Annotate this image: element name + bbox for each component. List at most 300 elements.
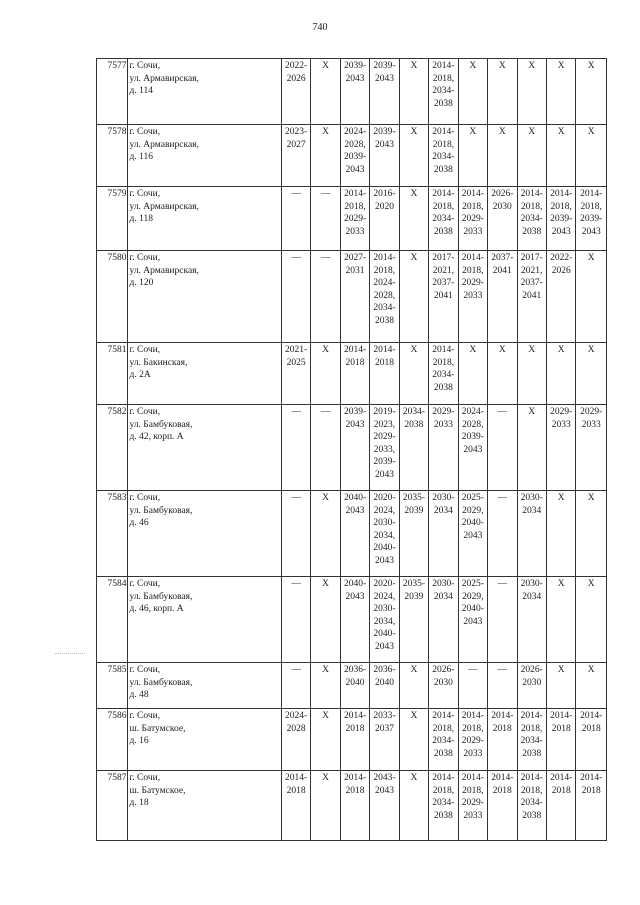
period-line: 2038	[433, 810, 453, 821]
address-line: д. 46, корп. А	[129, 604, 184, 615]
period-line: 2028,	[373, 290, 396, 301]
page-number: 740	[312, 22, 328, 33]
period-line: 2014-	[432, 127, 455, 137]
period-line: 2038	[522, 226, 542, 237]
period-cell	[370, 709, 399, 771]
period-line: 2041	[492, 265, 512, 276]
address-cell	[128, 663, 281, 709]
period-line: 2029-	[461, 736, 484, 747]
address-line: г. Сочи,	[129, 493, 161, 503]
period-cell	[429, 709, 458, 771]
period-line: X	[469, 61, 477, 71]
period-cell	[429, 663, 458, 709]
period-line: 2014-	[520, 189, 543, 199]
row-number: 7581	[97, 343, 128, 405]
period-cell	[311, 125, 340, 187]
period-cell	[311, 343, 340, 405]
address-line: ул. Бамбуковая,	[129, 505, 193, 516]
period-line: 2024-	[461, 407, 484, 417]
period-cell	[576, 251, 607, 343]
period-cell	[340, 405, 369, 491]
period-cell	[340, 709, 369, 771]
period-cell	[576, 405, 607, 491]
period-line: 2022-	[285, 61, 308, 71]
period-line: X	[587, 253, 595, 263]
period-line: X	[587, 61, 595, 71]
period-line: 2014-	[461, 189, 484, 199]
period-line: 2037-	[432, 278, 455, 289]
period-cell	[340, 187, 369, 251]
period-cell	[546, 663, 575, 709]
period-line: 2023-	[285, 127, 308, 137]
address-line: д. 46	[129, 518, 149, 529]
period-cell	[458, 343, 487, 405]
period-line: X	[498, 127, 506, 137]
row-number: 7584	[97, 577, 128, 663]
period-line: 2026	[286, 73, 306, 84]
address-line: г. Сочи,	[129, 189, 161, 199]
period-line: 2039	[404, 591, 424, 602]
period-line: 2031	[345, 265, 365, 276]
period-line: —	[497, 665, 508, 675]
margin-mark	[55, 653, 85, 655]
period-cell	[458, 709, 487, 771]
address-line: ул. Армавирская,	[129, 201, 199, 212]
period-line: 2034,	[373, 530, 396, 541]
address-line: ул. Армавирская,	[129, 265, 199, 276]
period-line: 2018,	[373, 265, 396, 276]
period-line: 2040-	[343, 493, 367, 503]
period-line: X	[557, 127, 565, 137]
period-line: 2039-	[343, 407, 367, 417]
period-line: 2033	[345, 226, 365, 237]
period-line: 2018	[551, 723, 571, 734]
period-line: 2036-	[373, 665, 396, 675]
period-cell	[340, 125, 369, 187]
period-cell	[281, 343, 310, 405]
period-line: 2030-	[432, 493, 455, 503]
period-cell	[458, 59, 487, 125]
table-row	[97, 251, 607, 343]
period-line: 2026-	[432, 665, 455, 675]
period-line: 2019-	[373, 407, 396, 417]
period-line: 2038	[522, 810, 542, 821]
period-line: 2020-	[373, 493, 396, 503]
period-line: X	[498, 61, 506, 71]
period-cell	[311, 577, 340, 663]
period-line: 2014-	[461, 253, 484, 263]
period-line: 2025-	[461, 493, 484, 503]
row-number: 7579	[97, 187, 128, 251]
period-line: 2018	[581, 723, 601, 734]
period-line: 2033	[551, 419, 571, 430]
period-cell	[311, 251, 340, 343]
period-line: 2024-	[285, 711, 308, 721]
address-line: г. Сочи,	[129, 407, 161, 417]
period-line: 2018,	[344, 201, 366, 212]
address-line: г. Сочи,	[129, 345, 161, 355]
period-line: 2037-	[491, 253, 514, 263]
period-cell	[458, 577, 487, 663]
period-line: 2018,	[432, 785, 455, 796]
period-line: 2034,	[373, 616, 396, 627]
period-line: 2014-	[373, 345, 396, 355]
period-line: 2041	[522, 290, 542, 301]
period-cell	[311, 405, 340, 491]
address-cell	[128, 251, 281, 343]
address-line: ул. Армавирская,	[129, 73, 199, 84]
address-line: д. 2А	[129, 370, 151, 381]
period-line: 2014-	[432, 345, 455, 355]
period-line: 2018	[492, 723, 512, 734]
period-line: 2018	[345, 785, 365, 796]
period-line: 2014-	[461, 773, 484, 783]
period-line: 2043	[374, 555, 394, 566]
period-line: 2039-	[550, 214, 573, 225]
period-line: 2016-	[373, 189, 396, 199]
period-line: 2039-	[343, 152, 367, 163]
period-line: X	[410, 711, 418, 721]
period-cell	[576, 663, 607, 709]
period-line: 2037	[374, 723, 394, 734]
period-line: 2034-	[402, 407, 426, 417]
period-line: 2034-	[520, 214, 543, 225]
period-line: 2018	[374, 357, 394, 368]
period-cell	[311, 491, 340, 577]
address-line: д. 48	[129, 690, 149, 701]
period-line: —	[291, 665, 301, 675]
period-line: 2018	[551, 785, 571, 796]
period-cell	[517, 187, 546, 251]
period-line: X	[587, 579, 595, 589]
period-line: 2037-	[520, 278, 543, 289]
period-line: 2018,	[432, 139, 455, 150]
period-line: 2039-	[373, 61, 396, 71]
period-cell	[517, 663, 546, 709]
period-line: X	[557, 493, 565, 503]
period-line: X	[557, 665, 565, 675]
period-line: 2029,	[462, 505, 484, 516]
period-cell	[488, 709, 517, 771]
period-cell	[488, 125, 517, 187]
period-line: 2014-	[343, 711, 367, 721]
period-cell	[576, 771, 607, 841]
period-cell	[517, 125, 546, 187]
period-line: 2038	[433, 382, 453, 393]
period-line: 2014-	[491, 773, 514, 783]
period-line: 2039-	[373, 127, 396, 137]
period-line: 2034	[522, 591, 542, 602]
address-line: ул. Армавирская,	[129, 139, 199, 150]
period-cell	[399, 405, 428, 491]
period-line: 2018,	[521, 723, 543, 734]
period-cell	[576, 187, 607, 251]
period-line: 2014-	[550, 189, 573, 199]
period-line: 2043	[581, 226, 601, 237]
period-line: 2018,	[462, 201, 484, 212]
period-line: 2034-	[520, 736, 543, 747]
period-line: 2029-	[550, 407, 573, 417]
period-cell	[429, 343, 458, 405]
period-cell	[281, 491, 310, 577]
period-line: 2018,	[462, 265, 484, 276]
period-line: 2014-	[520, 711, 543, 721]
period-line: —	[291, 253, 301, 263]
period-line: X	[469, 127, 477, 137]
period-cell	[546, 771, 575, 841]
row-number: 7582	[97, 405, 128, 491]
period-line: 2034	[433, 591, 453, 602]
period-line: 2039	[404, 505, 424, 516]
period-line: 2014-	[343, 345, 367, 355]
period-line: X	[322, 579, 329, 589]
period-line: 2033	[581, 419, 601, 430]
period-cell	[399, 709, 428, 771]
period-line: 2034-	[432, 370, 455, 381]
period-line: X	[410, 773, 418, 783]
period-line: 2043	[345, 419, 365, 430]
period-line: 2021,	[521, 265, 543, 276]
period-cell	[576, 491, 607, 577]
period-cell	[281, 59, 310, 125]
period-line: 2023,	[373, 419, 396, 430]
period-cell	[546, 59, 575, 125]
period-line: 2039-	[373, 457, 396, 468]
period-cell	[399, 343, 428, 405]
period-line: X	[322, 493, 329, 503]
period-line: 2014-	[432, 189, 455, 199]
period-line: —	[291, 579, 301, 589]
period-line: 2034-	[432, 214, 455, 225]
period-line: 2030-	[520, 493, 543, 503]
period-line: 2025	[286, 357, 306, 368]
period-line: 2040-	[373, 543, 396, 554]
period-cell	[429, 771, 458, 841]
period-cell	[517, 577, 546, 663]
address-line: г. Сочи,	[129, 665, 161, 675]
period-cell	[546, 709, 575, 771]
period-line: 2021,	[432, 265, 455, 276]
period-cell	[546, 343, 575, 405]
period-line: X	[587, 493, 595, 503]
period-line: 2024-	[373, 278, 396, 289]
period-line: 2029-	[461, 798, 484, 809]
period-line: X	[322, 711, 329, 721]
table-row	[97, 771, 607, 841]
period-cell	[546, 187, 575, 251]
address-line: г. Сочи,	[129, 253, 161, 263]
period-cell	[281, 405, 310, 491]
period-cell	[546, 491, 575, 577]
period-cell	[429, 251, 458, 343]
period-line: 2039-	[580, 214, 603, 225]
period-line: 2038	[433, 164, 453, 175]
period-cell	[488, 343, 517, 405]
period-line: 2029-	[461, 214, 484, 225]
period-line: 2029-	[432, 407, 455, 417]
period-line: 2014-	[285, 773, 308, 783]
period-line: 2030-	[432, 579, 455, 589]
period-cell	[340, 771, 369, 841]
period-cell	[576, 343, 607, 405]
period-cell	[546, 251, 575, 343]
address-line: ул. Бамбуковая,	[129, 419, 193, 430]
period-cell	[311, 59, 340, 125]
period-line: 2028	[286, 723, 306, 734]
period-line: 2043	[463, 616, 483, 627]
period-line: 2033	[463, 748, 483, 759]
period-line: 2014-	[580, 189, 603, 199]
period-line: 2014-	[520, 773, 543, 783]
period-cell	[340, 343, 369, 405]
period-line: 2043	[345, 505, 365, 516]
period-cell	[311, 771, 340, 841]
period-cell	[546, 125, 575, 187]
period-cell	[281, 187, 310, 251]
period-cell	[429, 577, 458, 663]
period-line: 2021-	[285, 345, 308, 355]
period-cell	[370, 577, 399, 663]
address-cell	[128, 125, 281, 187]
period-line: X	[410, 665, 418, 675]
period-cell	[488, 577, 517, 663]
period-line: 2014-	[461, 711, 484, 721]
period-cell	[488, 491, 517, 577]
period-line: 2028,	[344, 139, 366, 150]
period-line: 2030-	[373, 518, 396, 529]
period-cell	[399, 125, 428, 187]
period-line: —	[320, 253, 331, 263]
period-line: X	[587, 345, 595, 355]
period-line: 2018,	[580, 201, 602, 212]
period-line: X	[410, 61, 418, 71]
period-line: 2033-	[373, 711, 396, 721]
period-line: 2018,	[521, 785, 543, 796]
period-line: 2040-	[461, 604, 484, 615]
period-line: 2020-	[373, 579, 396, 589]
period-line: 2040	[345, 677, 365, 688]
period-line: 2018	[286, 785, 306, 796]
period-cell	[488, 187, 517, 251]
period-line: 2026	[551, 265, 571, 276]
period-line: X	[528, 61, 536, 71]
period-line: 2039-	[343, 61, 367, 71]
period-cell	[311, 187, 340, 251]
period-cell	[488, 771, 517, 841]
period-cell	[281, 125, 310, 187]
period-cell	[488, 405, 517, 491]
period-cell	[340, 59, 369, 125]
period-cell	[576, 59, 607, 125]
period-cell	[370, 187, 399, 251]
period-cell	[370, 663, 399, 709]
period-cell	[429, 59, 458, 125]
period-cell	[458, 405, 487, 491]
period-cell	[458, 251, 487, 343]
address-line: д. 18	[129, 798, 149, 809]
period-cell	[517, 709, 546, 771]
period-cell	[517, 771, 546, 841]
address-line: ул. Бамбуковая,	[129, 591, 193, 602]
address-line: д. 116	[129, 152, 153, 163]
period-line: 2014-	[373, 253, 396, 263]
period-line: 2043-	[373, 773, 396, 783]
period-line: 2038	[433, 98, 453, 109]
period-line: 2030-	[373, 604, 396, 615]
period-line: 2038	[522, 748, 542, 759]
period-cell	[517, 343, 546, 405]
period-line: 2014-	[343, 773, 367, 783]
period-cell	[546, 405, 575, 491]
period-line: 2038	[433, 226, 453, 237]
row-number: 7580	[97, 251, 128, 343]
period-line: 2027-	[343, 253, 367, 263]
row-number: 7578	[97, 125, 128, 187]
address-line: д. 16	[129, 736, 149, 747]
table-row	[97, 343, 607, 405]
period-cell	[340, 663, 369, 709]
period-line: 2014-	[491, 711, 514, 721]
table-row	[97, 491, 607, 577]
period-cell	[370, 343, 399, 405]
period-line: 2026-	[520, 665, 543, 675]
period-cell	[576, 125, 607, 187]
period-cell	[458, 771, 487, 841]
period-line: 2043	[374, 469, 394, 480]
period-line: 2018	[345, 723, 365, 734]
period-cell	[429, 187, 458, 251]
period-line: 2014-	[432, 773, 455, 783]
address-line: д. 114	[129, 86, 153, 97]
row-number: 7585	[97, 663, 128, 709]
period-line: X	[528, 407, 536, 417]
period-line: 2033	[433, 419, 453, 430]
period-cell	[488, 251, 517, 343]
address-cell	[128, 577, 281, 663]
address-line: г. Сочи,	[129, 711, 161, 721]
period-line: —	[320, 407, 331, 417]
period-cell	[281, 577, 310, 663]
period-line: 2034-	[432, 152, 455, 163]
period-line: X	[322, 665, 329, 675]
table-body	[97, 59, 607, 841]
period-cell	[311, 663, 340, 709]
period-cell	[399, 577, 428, 663]
period-line: X	[587, 127, 595, 137]
period-line: —	[291, 189, 301, 199]
period-cell	[281, 771, 310, 841]
row-number: 7577	[97, 59, 128, 125]
address-cell	[128, 59, 281, 125]
row-number: 7583	[97, 491, 128, 577]
period-line: 2014-	[550, 711, 573, 721]
period-cell	[517, 405, 546, 491]
address-line: д. 120	[129, 278, 154, 289]
period-line: 2038	[374, 315, 394, 326]
period-line: 2043	[374, 641, 394, 652]
period-line: 2018	[581, 785, 601, 796]
period-line: 2018,	[550, 201, 572, 212]
period-line: 2018	[492, 785, 512, 796]
period-line: X	[410, 189, 418, 199]
period-line: 2018,	[462, 723, 484, 734]
table-row	[97, 577, 607, 663]
period-line: 2018,	[521, 201, 543, 212]
table-row	[97, 405, 607, 491]
period-line: 2018,	[462, 785, 484, 796]
period-line: 2017-	[432, 253, 455, 263]
period-cell	[340, 577, 369, 663]
